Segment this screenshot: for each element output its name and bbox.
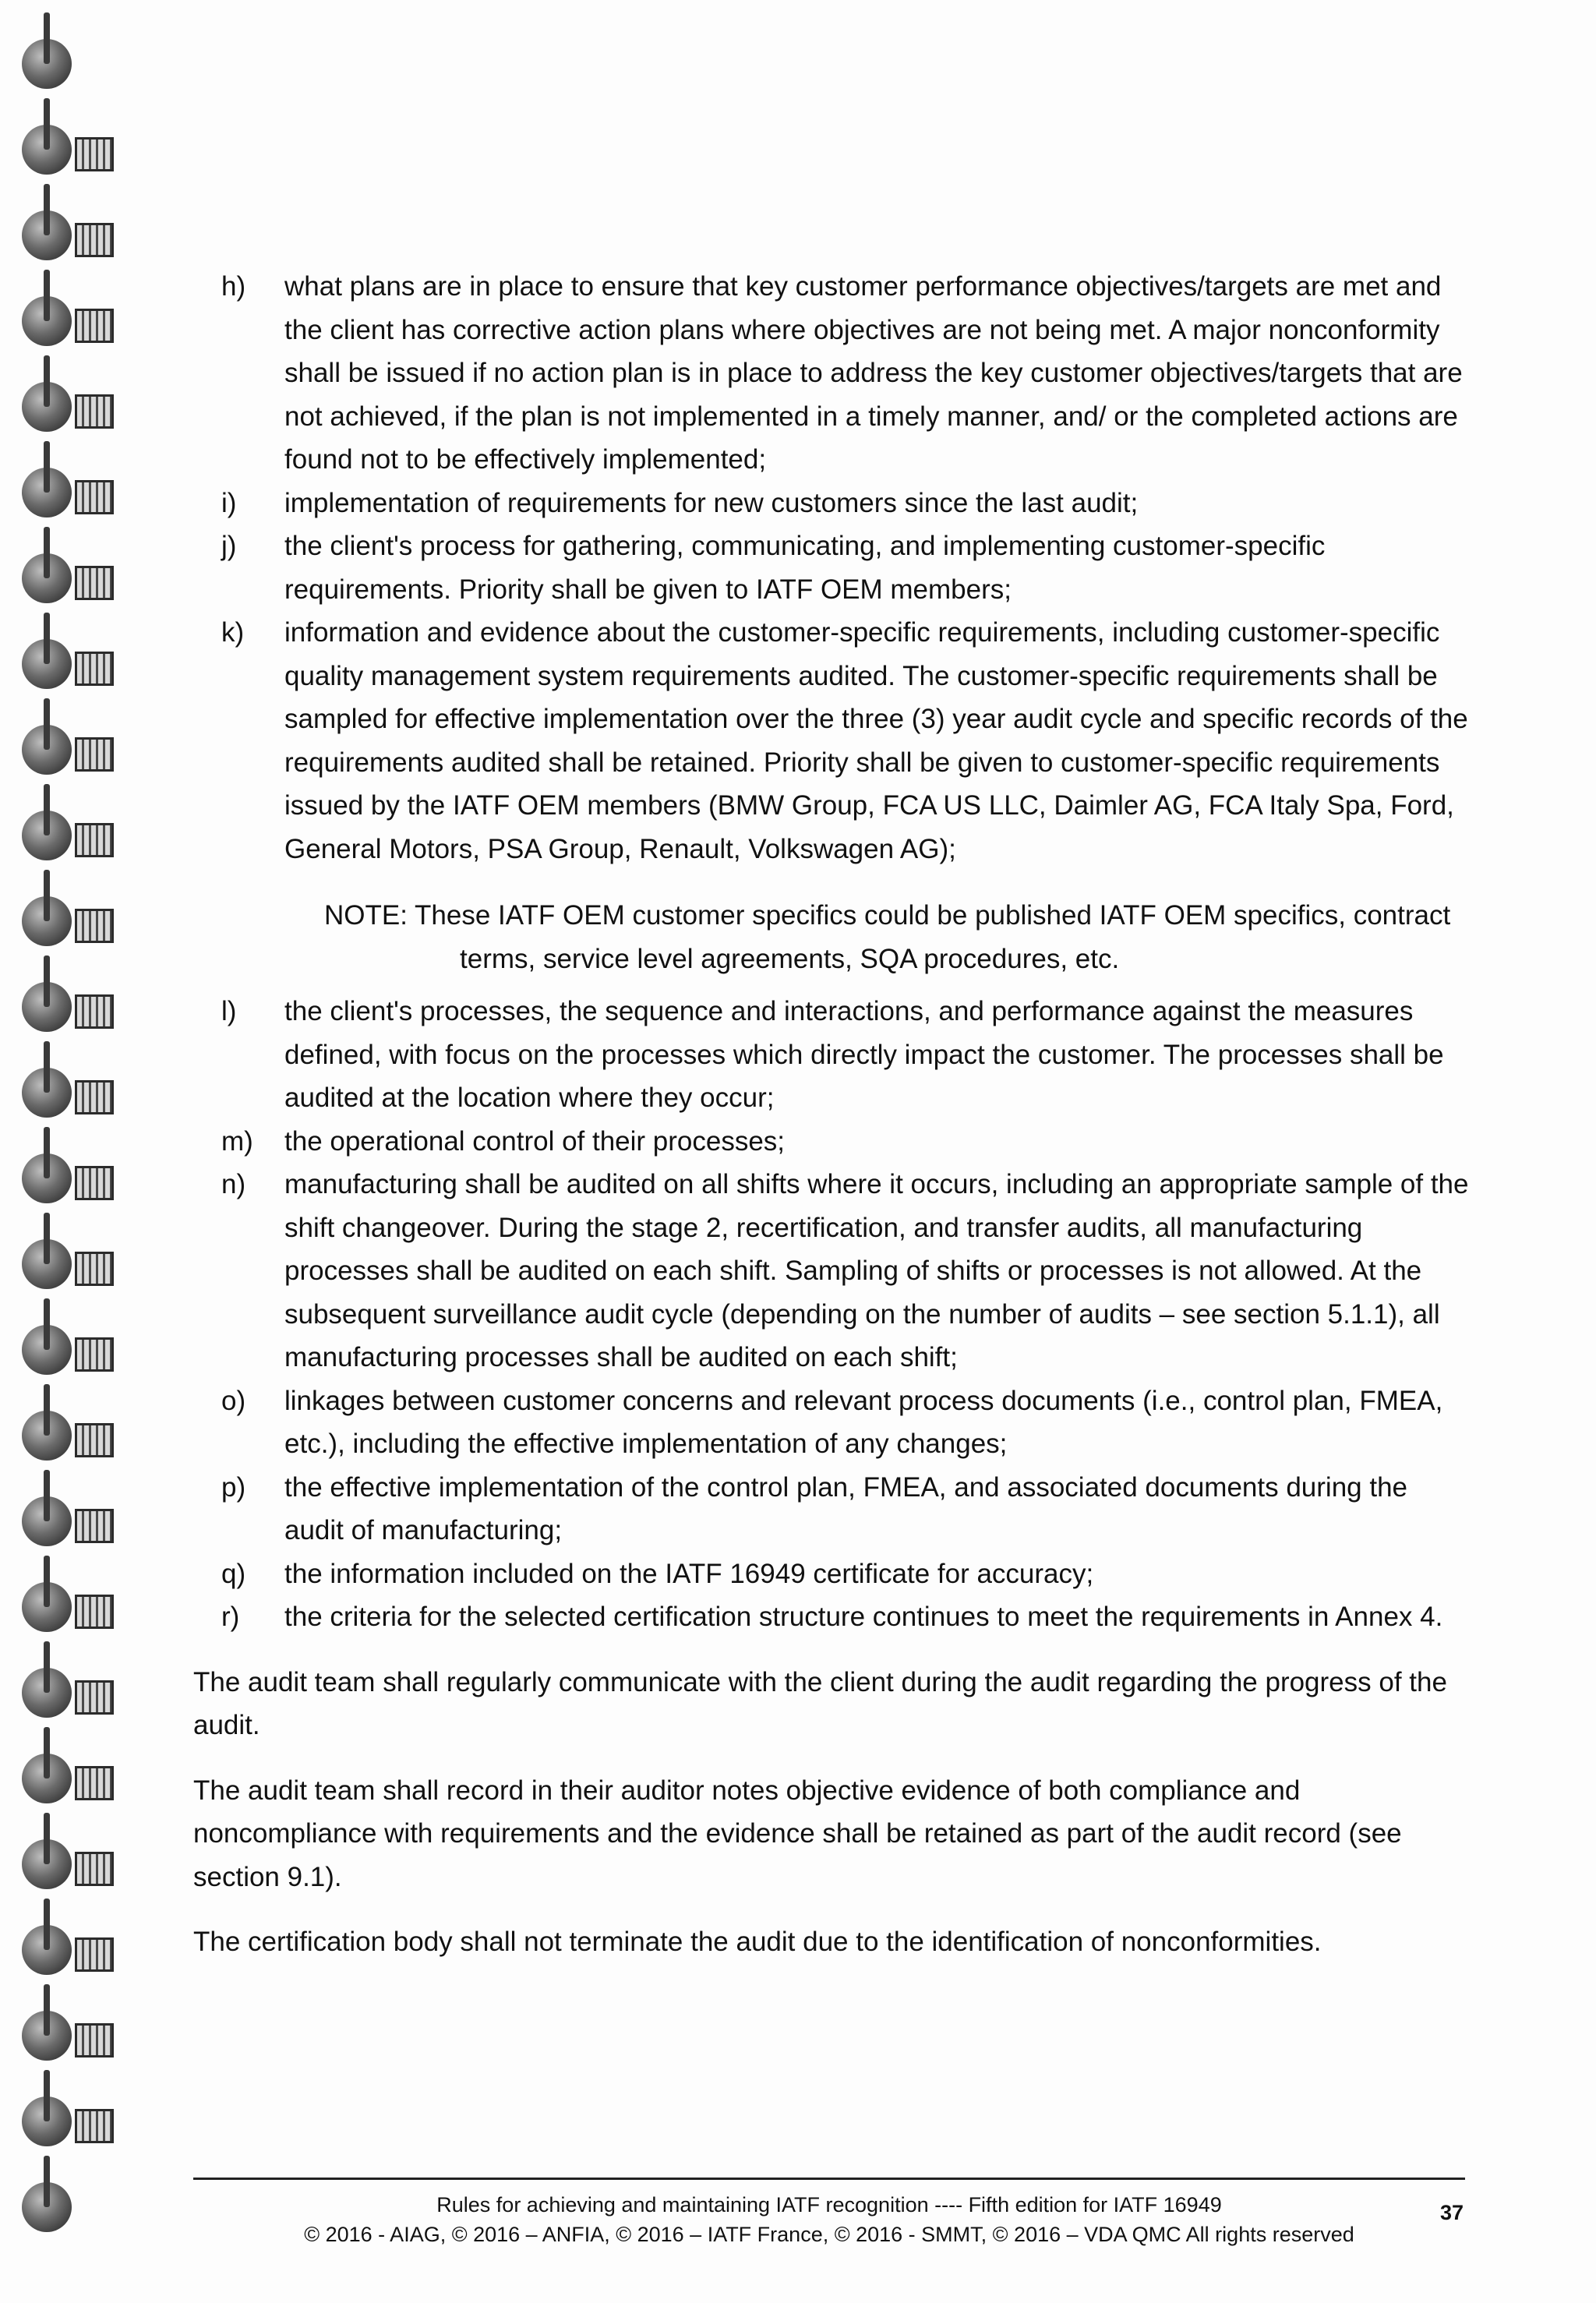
binding-hole (75, 309, 114, 343)
binding-ring (22, 39, 72, 89)
binding-hole (75, 1595, 114, 1629)
body-paragraph-communication: The audit team shall regularly communicate with the client during the audit regarding the progress of the audit. (193, 1666, 1447, 1740)
list-item-j (193, 525, 1471, 611)
binding-hole (75, 394, 114, 429)
binding-hole (75, 1166, 114, 1200)
footer-copyright: © 2016 - AIAG, © 2016 – ANFIA, © 2016 – IATF France, © 2016 - SMMT, © 2016 – VDA QMC All rights reserved (304, 2223, 1354, 2246)
list-item-n (193, 1163, 1471, 1379)
binding-ring (22, 2182, 72, 2232)
binding-hole (75, 909, 114, 943)
list-item-p (193, 1466, 1471, 1552)
binding-ring (22, 2096, 72, 2146)
list-item-text: information and evidence about the customer-specific requirements, including customer-specific quality management system requirements audited. The customer-specific requirements shall be sampled for effective implementation over the three (3) year audit cycle and specific records of the requirements audited shall be retained. Priority shall be given to customer-specific requirements issued by the IATF OEM members (BMW Group, FCA US LLC, Daimler AG, FCA Italy Spa, Ford, General Motors, PSA Group, Renault, Volkswagen AG); (284, 617, 1468, 864)
binding-hole (75, 1080, 114, 1114)
binding-hole (75, 1680, 114, 1715)
list-marker: q) (221, 1558, 246, 1589)
binding-ring (22, 982, 72, 1032)
binding-hole (75, 566, 114, 600)
list-marker: m) (221, 1125, 253, 1157)
list-item-text: what plans are in place to ensure that key customer performance objectives/targets are met and the client has corrective action plans where objectives are not being met. A major nonconformity shall be issued if no action plan is in place to address the key customer objectives/targets that are not achieved, if the plan is not implemented in a timely manner, and/ or the completed actions are found not to be effectively implemented; (284, 271, 1463, 475)
binding-ring (22, 1239, 72, 1289)
binding-hole (75, 652, 114, 686)
binding-ring (22, 125, 72, 175)
audit-criteria-list (193, 265, 1471, 871)
spiral-binding (0, 39, 132, 2268)
binding-ring (22, 639, 72, 689)
binding-ring (22, 210, 72, 260)
binding-ring (22, 2011, 72, 2061)
list-marker: l) (221, 996, 237, 1026)
binding-ring (22, 725, 72, 775)
list-item-text: the information included on the IATF 16949 certificate for accuracy; (284, 1558, 1094, 1589)
list-marker: i) (221, 487, 237, 518)
binding-hole (75, 1852, 114, 1886)
binding-hole (75, 737, 114, 772)
binding-hole (75, 137, 114, 171)
binding-ring (22, 1411, 72, 1461)
binding-ring (22, 1754, 72, 1803)
page-footer (193, 2190, 1465, 2249)
binding-ring (22, 553, 72, 603)
binding-hole (75, 1509, 114, 1543)
binding-ring (22, 1668, 72, 1718)
binding-hole (75, 1337, 114, 1372)
body-paragraph-termination: The certification body shall not terminate the audit due to the identification of nonconformities. (193, 1927, 1322, 1957)
binding-ring (22, 1839, 72, 1889)
list-item-r (193, 1595, 1471, 1639)
list-item-h (193, 265, 1471, 482)
footer-title: Rules for achieving and maintaining IATF recognition ---- Fifth edition for IATF 16949 (436, 2193, 1222, 2216)
list-item-text: linkages between customer concerns and relevant process documents (i.e., control plan, FMEA, etc.), including the effective implementation of any changes; (284, 1385, 1443, 1459)
list-item-text: the criteria for the selected certification structure continues to meet the requirements in Annex 4. (284, 1602, 1443, 1632)
page-number: 37 (1440, 2201, 1464, 2224)
binding-hole (75, 2109, 114, 2143)
list-marker: p) (221, 1471, 246, 1503)
binding-ring (22, 382, 72, 432)
list-item-o (193, 1379, 1471, 1466)
binding-ring (22, 1582, 72, 1632)
list-item-text: manufacturing shall be audited on all shifts where it occurs, including an appropriate sample of the shift changeover. During the stage 2, recertification, and transfer audits, all manufacturing processes shall be audited on each shift. Sampling of shifts or processes is not allowed. At the subsequent surveillance audit cycle (depending on the number of audits – see section 5.1.1), all manufacturing processes shall be audited on each shift; (284, 1169, 1469, 1372)
list-item-l (193, 990, 1471, 1120)
page-body (193, 265, 1471, 1964)
list-item-text: the effective implementation of the control plan, FMEA, and associated documents during the audit of manufacturing; (284, 1471, 1408, 1545)
binding-ring (22, 296, 72, 346)
list-item-text: implementation of requirements for new customers since the last audit; (284, 487, 1139, 518)
binding-ring (22, 896, 72, 946)
list-item-text: the operational control of their processes; (284, 1125, 786, 1157)
list-item-k (193, 611, 1471, 871)
binding-hole (75, 480, 114, 514)
list-item-q (193, 1552, 1471, 1596)
list-marker: o) (221, 1385, 246, 1416)
binding-ring (22, 1153, 72, 1203)
list-item-i (193, 482, 1471, 525)
binding-hole (75, 1423, 114, 1457)
binding-hole (75, 1766, 114, 1800)
binding-ring (22, 1068, 72, 1118)
binding-ring (22, 1325, 72, 1375)
list-marker: n) (221, 1169, 246, 1199)
list-item-text: the client's process for gathering, communicating, and implementing customer-specific requirements. Priority shall be given to IATF OEM members; (284, 531, 1326, 605)
binding-ring (22, 811, 72, 860)
list-marker: r) (221, 1602, 240, 1632)
list-marker: k) (221, 617, 245, 648)
list-item-m (193, 1120, 1471, 1164)
list-marker: h) (221, 271, 246, 302)
binding-hole (75, 1252, 114, 1286)
binding-ring (22, 1496, 72, 1546)
list-marker: j) (221, 531, 237, 561)
binding-hole (75, 994, 114, 1029)
audit-criteria-list-continued (193, 990, 1471, 1639)
binding-ring (22, 468, 72, 517)
list-item-text: the client's processes, the sequence and interactions, and performance against the measures defined, with focus on the processes which directly impact the customer. The processes shall be audited at the location where they occur; (284, 996, 1444, 1113)
binding-hole (75, 1937, 114, 1972)
footer-divider (193, 2178, 1465, 2180)
binding-hole (75, 2023, 114, 2058)
binding-hole (75, 223, 114, 257)
body-paragraph-evidence: The audit team shall record in their auditor notes objective evidence of both compliance and noncompliance with requirements and the evidence shall be retained as part of the audit record (see section 9.1). (193, 1775, 1402, 1892)
binding-hole (75, 823, 114, 857)
note-text: NOTE: These IATF OEM customer specifics could be published IATF OEM specifics, contract terms, service level agreements, SQA procedures, etc. (324, 900, 1451, 974)
binding-ring (22, 1925, 72, 1975)
